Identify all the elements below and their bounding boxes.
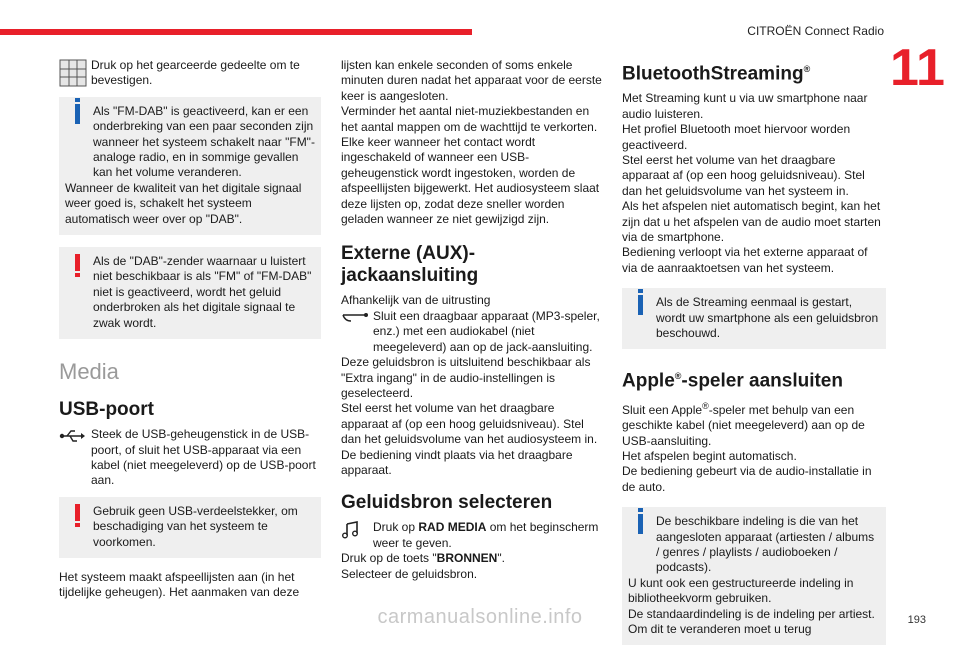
warning-usb-text: Gebruik geen USB-verdeelstekker, om beschadiging van het systeem te voorkomen. bbox=[93, 503, 298, 549]
source-press-c: om het beginscherm weer te geven. bbox=[373, 520, 599, 550]
source-bronnen-text bbox=[341, 551, 603, 566]
bt-text-5: Bediening verloopt via het externe apparaat of via de aanraaktoetsen van het systeem. bbox=[622, 245, 868, 275]
apple-text-3: De bediening gebeurt via de audio-installatie in de auto. bbox=[622, 464, 872, 494]
info-apple-text-2: U kunt ook een gestructureerde indeling in bibliotheekvorm gebruiken. bbox=[628, 575, 854, 606]
registered-mark: ® bbox=[803, 64, 811, 74]
aux-heading: Externe (AUX)-jackaansluiting bbox=[341, 243, 479, 287]
column-3 bbox=[622, 58, 886, 654]
aux-equipment-text: Afhankelijk van de uitrusting bbox=[341, 293, 491, 308]
warning-box-dab bbox=[59, 247, 321, 339]
reduce-files-text: Verminder het aantal niet-muziekbestanden en het aantal mappen om de wachttijd te verkorten. bbox=[341, 104, 598, 134]
column-2 bbox=[341, 58, 603, 582]
bt-text-1: Met Streaming kunt u via uw smartphone naar audio luisteren. bbox=[622, 91, 868, 121]
bt-text-3: Stel eerst het volume van het draagbare apparaat af (op een hoog geluidsniveau). Stel dan het geluidsvolume van het systeem in. bbox=[622, 152, 865, 198]
warning-box-usb bbox=[59, 497, 321, 558]
aux-control-text: De bediening vindt plaats via het draagbare apparaat. bbox=[341, 447, 573, 477]
bronnen-label: BRONNEN bbox=[436, 551, 498, 566]
aux-volume-text: Stel eerst het volume van het draagbare apparaat af (op een hoog geluidsniveau). Stel dan het geluidsvolume van het audiosysteem in. bbox=[341, 401, 598, 447]
registered-mark: ® bbox=[702, 400, 709, 411]
apple-heading bbox=[622, 365, 886, 392]
usb-text: Steek de USB-geheugenstick in de USB-poort, of sluit het USB-apparaat via een kabel (niet meegeleverd) op de USB-poort aan. bbox=[91, 427, 316, 488]
info-icon bbox=[75, 104, 80, 124]
info-icon bbox=[638, 514, 643, 534]
source-press-a: Druk op bbox=[373, 520, 419, 535]
info-apple-text-3: De standaardindeling is de indeling per artiest. Om dit te veranderen moet u terug bbox=[628, 606, 875, 637]
bt-text-4: Als het afspelen niet automatisch begint, kan het zijn dat u het afspelen van de audio moet starten via de smartphone. bbox=[622, 199, 881, 244]
source-bronnen-c: ". bbox=[497, 551, 505, 566]
apple-text-1a: Sluit een Apple bbox=[622, 402, 703, 417]
info-streaming-text: Als de Streaming eenmaal is gestart, wordt uw smartphone als een geluidsbron beschouwd. bbox=[656, 295, 879, 341]
jack-plug-icon bbox=[341, 309, 373, 324]
page-number: 193 bbox=[907, 614, 926, 626]
info-fm-dab-text: Als "FM-DAB" is geactiveerd, kan er een onderbreking van een paar seconden zijn wanneer het systeem schakelt naar "FM"-analoge radio, en in sommige gevallen kan het volume veranderen. bbox=[93, 103, 315, 180]
warning-icon bbox=[75, 254, 80, 271]
music-note-icon bbox=[341, 520, 373, 539]
source-instruction bbox=[341, 520, 603, 551]
usb-icon bbox=[59, 427, 91, 444]
source-heading: Geluidsbron selecteren bbox=[341, 492, 553, 514]
apple-text-1b: -speler met behulp van een geschikte kabel (niet meegeleverd) aan op de USB-aansluiting. bbox=[622, 402, 865, 448]
usb-instruction bbox=[59, 427, 321, 489]
aux-text: Sluit een draagbaar apparaat (MP3-speler, enz.) met een audiokabel (niet meegeleverd) aan op de jack-aansluiting. bbox=[373, 308, 600, 354]
apple-heading-b: -speler aansluiten bbox=[681, 370, 843, 392]
chapter-number: 11 bbox=[890, 39, 945, 97]
info-box-streaming bbox=[622, 288, 886, 349]
header-title: CITROËN Connect Radio bbox=[747, 24, 884, 38]
header-red-bar bbox=[0, 29, 472, 35]
confirm-text: Druk op het gearceerde gedeelte om te bevestigen. bbox=[91, 58, 300, 88]
source-select-text: Selecteer de geluidsbron. bbox=[341, 566, 478, 581]
aux-instruction bbox=[341, 309, 603, 355]
playlist-text-cont: lijsten kan enkele seconden of soms enkele minuten duren nadat het apparaat voor de eerste keer is aangesloten. bbox=[341, 58, 602, 103]
bluetooth-heading bbox=[622, 58, 886, 85]
source-press-text bbox=[373, 520, 603, 551]
source-bronnen-a: Druk op de toets " bbox=[341, 551, 437, 566]
usb-heading: USB-poort bbox=[59, 399, 154, 421]
hatched-grid-icon bbox=[59, 58, 91, 87]
apple-text-1 bbox=[622, 399, 886, 449]
bt-text-2: Het profiel Bluetooth moet hiervoor worden geactiveerd. bbox=[622, 122, 851, 152]
watermark: carmanualsonline.info bbox=[377, 606, 583, 628]
bluetooth-heading-text: BluetoothStreaming bbox=[622, 63, 804, 85]
playlist-update-text: Elke keer wanneer het contact wordt ingeschakeld of wanneer een USB-geheugenstick wordt ingestoken, worden de afspeellijsten bijgewerkt. Het audiosysteem slaat deze lijsten op, zodat deze sneller worden geladen wanneer ze niet gewijzigd zijn. bbox=[341, 135, 600, 227]
confirm-instruction bbox=[59, 58, 321, 89]
info-apple-text: De beschikbare indeling is die van het aangesloten apparaat (artiesten / albums / genres / playlists / audioboeken / podcasts). bbox=[656, 514, 875, 575]
column-1 bbox=[59, 58, 321, 601]
apple-text-2: Het afspelen begint automatisch. bbox=[622, 448, 797, 463]
info-box-fm-dab bbox=[59, 97, 321, 235]
playlist-text: Het systeem maakt afspeellijsten aan (in het tijdelijke geheugen). Het aanmaken van deze bbox=[59, 569, 300, 600]
warning-icon bbox=[75, 504, 80, 521]
info-fm-dab-text-2: Wanneer de kwaliteit van het digitale signaal weer goed is, schakelt het systeem automatisch weer over op "DAB". bbox=[65, 180, 302, 226]
warning-dab-text: Als de "DAB"-zender waarnaar u luistert niet beschikbaar is als "FM" of "FM-DAB" niet is geactiveerd, wordt het geluid onderbroken als het digitale signaal te zwak wordt. bbox=[93, 254, 312, 330]
apple-heading-a: Apple bbox=[622, 370, 675, 392]
info-icon bbox=[638, 295, 643, 315]
registered-mark: ® bbox=[674, 371, 682, 382]
aux-source-text: Deze geluidsbron is uitsluitend beschikbaar als "Extra ingang" in de audio-instellingen is geselecteerd. bbox=[341, 355, 591, 400]
media-heading: Media bbox=[59, 359, 119, 385]
rad-media-label: RAD MEDIA bbox=[418, 520, 487, 535]
